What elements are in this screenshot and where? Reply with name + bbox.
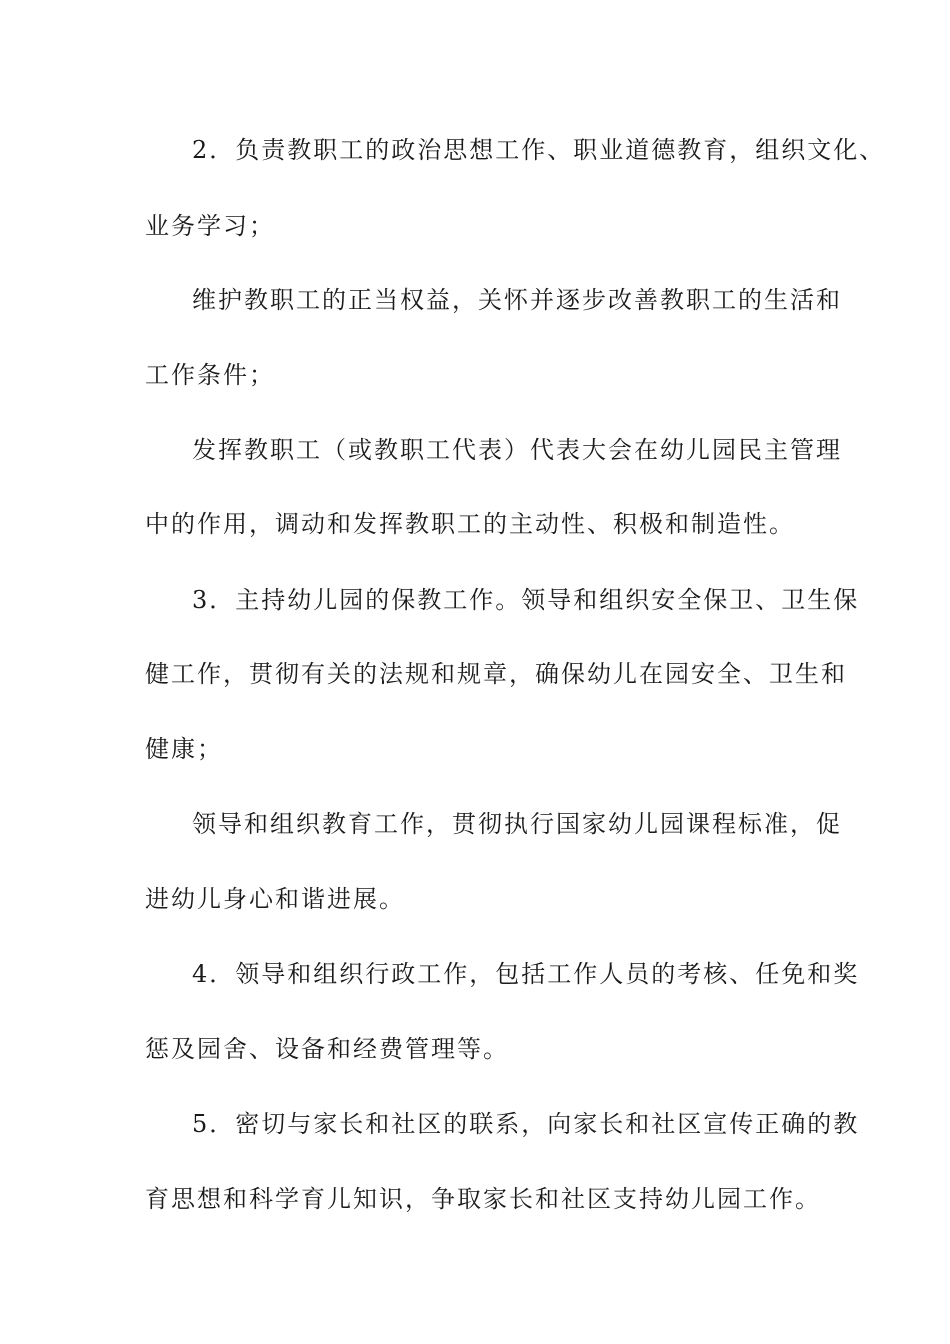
paragraph-5-line-2: 育思想和科学育儿知识，争取家长和社区支持幼儿园工作。 (145, 1185, 821, 1213)
paragraph-3-line-2: 健工作，贯彻有关的法规和规章，确保幼儿在园安全、卫生和 (145, 660, 847, 688)
paragraph-3-line-3: 健康； (145, 735, 223, 763)
paragraph-4-line-2: 惩及园舍、设备和经费管理等。 (145, 1035, 509, 1063)
paragraph-3-line-1: 3．主持幼儿园的保教工作。领导和组织安全保卫、卫生保 (192, 586, 860, 614)
paragraph-2-line-2: 业务学习； (145, 212, 275, 240)
paragraph-education-line-1: 领导和组织教育工作，贯彻执行国家幼儿园课程标准，促 (192, 810, 842, 838)
paragraph-education-line-2: 进幼儿身心和谐进展。 (145, 885, 405, 913)
paragraph-5-line-1: 5．密切与家长和社区的联系，向家长和社区宣传正确的教 (192, 1110, 860, 1138)
paragraph-2-line-1: 2．负责教职工的政治思想工作、职业道德教育，组织文化、 (192, 136, 886, 164)
paragraph-congress-line-1: 发挥教职工（或教职工代表）代表大会在幼儿园民主管理 (192, 436, 842, 464)
paragraph-rights-line-2: 工作条件； (145, 361, 275, 389)
paragraph-rights-line-1: 维护教职工的正当权益，关怀并逐步改善教职工的生活和 (192, 286, 842, 314)
paragraph-congress-line-2: 中的作用，调动和发挥教职工的主动性、积极和制造性。 (145, 510, 795, 538)
paragraph-4-line-1: 4．领导和组织行政工作，包括工作人员的考核、任免和奖 (192, 960, 860, 988)
